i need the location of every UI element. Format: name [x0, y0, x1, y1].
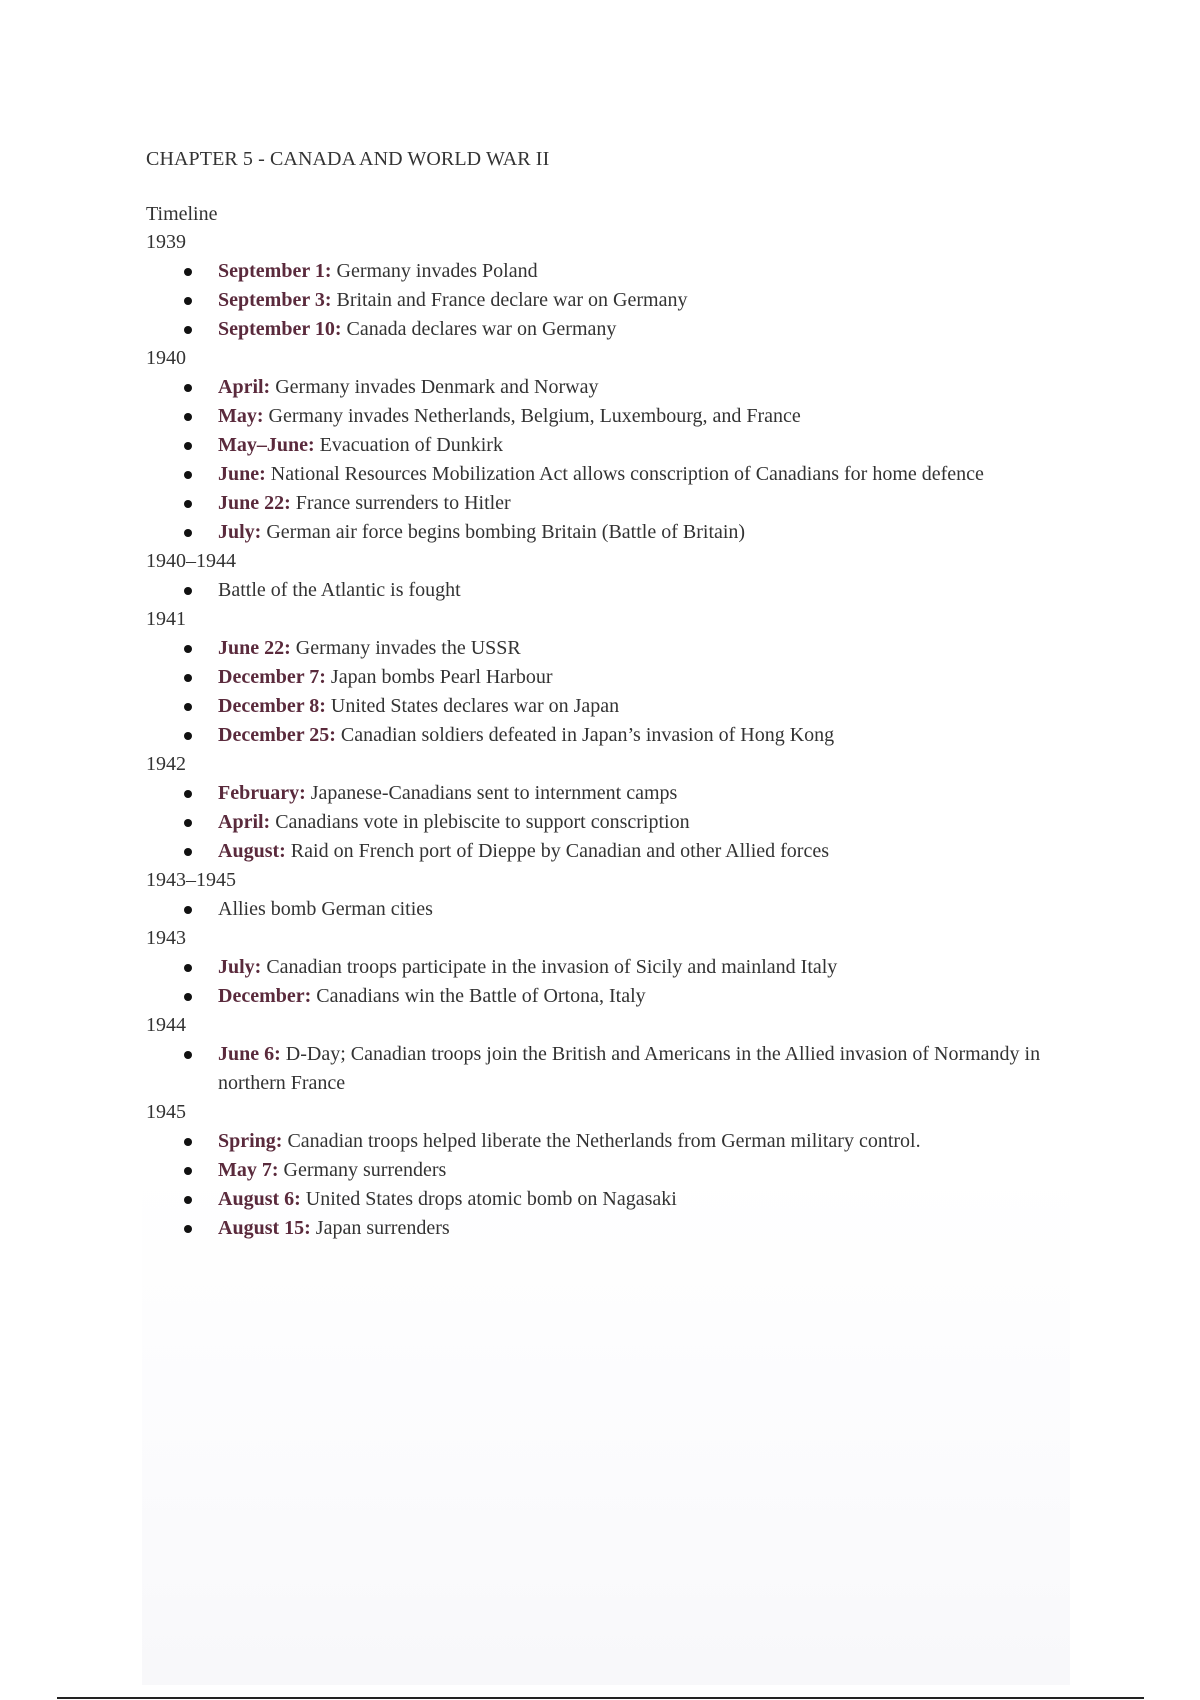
event-item — [218, 692, 1098, 721]
timeline-year: 1942 — [146, 753, 186, 775]
event-text: Canadians win the Battle of Ortona, Italy — [311, 985, 646, 1007]
event-item — [218, 634, 1098, 663]
event-date: June 22: — [218, 492, 291, 514]
event-date: December 25: — [218, 724, 336, 746]
event-text: Evacuation of Dunkirk — [314, 434, 503, 456]
event-date: May–June: — [218, 434, 315, 456]
event-text: D-Day; Canadian troops join the British and Americans in the Allied invasion of Normandy in northern France — [218, 1043, 1046, 1094]
event-date: Spring: — [218, 1130, 283, 1152]
event-text: Japanese-Canadians sent to internment camps — [305, 782, 678, 804]
event-item — [218, 315, 1098, 344]
event-list — [146, 1040, 1166, 1098]
event-item — [218, 489, 1098, 518]
timeline — [146, 228, 1166, 1243]
event-text: National Resources Mobilization Act allows conscription of Canadians for home defence — [265, 463, 984, 485]
event-date: April: — [218, 376, 271, 398]
chapter-title: CHAPTER 5 - CANADA AND WORLD WAR II — [146, 148, 550, 170]
event-item — [218, 808, 1098, 837]
event-date: December 7: — [218, 666, 326, 688]
event-text: Battle of the Atlantic is fought — [218, 579, 461, 601]
document-content — [146, 144, 1166, 1243]
event-item — [218, 779, 1098, 808]
event-item — [218, 257, 1098, 286]
event-text: Japan surrenders — [310, 1217, 450, 1239]
timeline-year: 1944 — [146, 1014, 186, 1036]
event-item — [218, 721, 1098, 750]
event-date: September 3: — [218, 289, 332, 311]
event-item — [218, 518, 1098, 547]
event-date: May 7: — [218, 1159, 279, 1181]
event-item — [218, 460, 1098, 489]
event-date: July: — [218, 521, 262, 543]
event-item — [218, 1214, 1098, 1243]
timeline-year: 1943 — [146, 927, 186, 949]
event-list — [146, 779, 1166, 866]
event-date: February: — [218, 782, 306, 804]
event-text: Germany invades Netherlands, Belgium, Luxembourg, and France — [263, 405, 801, 427]
event-item — [218, 286, 1098, 315]
event-text: France surrenders to Hitler — [290, 492, 511, 514]
timeline-year: 1940–1944 — [146, 550, 236, 572]
timeline-year: 1941 — [146, 608, 186, 630]
event-item — [218, 1156, 1098, 1185]
event-list — [146, 895, 1166, 924]
event-text: Germany invades Denmark and Norway — [270, 376, 599, 398]
event-item — [218, 895, 1098, 924]
event-list — [146, 634, 1166, 750]
page-shading — [142, 1170, 1070, 1685]
event-text: Canadian soldiers defeated in Japan’s invasion of Hong Kong — [335, 724, 835, 746]
event-date: September 1: — [218, 260, 332, 282]
event-text: Canadian troops helped liberate the Netherlands from German military control. — [282, 1130, 921, 1152]
event-date: August 15: — [218, 1217, 311, 1239]
event-date: December: — [218, 985, 312, 1007]
event-list — [146, 257, 1166, 344]
event-item — [218, 663, 1098, 692]
event-date: May: — [218, 405, 264, 427]
event-text: Canadian troops participate in the invasion of Sicily and mainland Italy — [261, 956, 838, 978]
event-text: Germany invades Poland — [331, 260, 538, 282]
event-text: Canada declares war on Germany — [341, 318, 617, 340]
event-item — [218, 576, 1098, 605]
event-item — [218, 373, 1098, 402]
event-list — [146, 1127, 1166, 1243]
timeline-year: 1940 — [146, 347, 186, 369]
event-text: Britain and France declare war on Germany — [331, 289, 688, 311]
event-text: Germany invades the USSR — [290, 637, 521, 659]
event-list — [146, 576, 1166, 605]
event-list — [146, 373, 1166, 547]
event-item — [218, 402, 1098, 431]
event-date: December 8: — [218, 695, 326, 717]
event-date: April: — [218, 811, 271, 833]
event-list — [146, 953, 1166, 1011]
event-text: German air force begins bombing Britain (Battle of Britain) — [261, 521, 746, 543]
event-date: June: — [218, 463, 266, 485]
event-text: United States declares war on Japan — [325, 695, 620, 717]
event-text: Germany surrenders — [278, 1159, 447, 1181]
event-item — [218, 1127, 1098, 1156]
event-date: June 22: — [218, 637, 291, 659]
event-date: July: — [218, 956, 262, 978]
event-text: Raid on French port of Dieppe by Canadian and other Allied forces — [285, 840, 829, 862]
timeline-year: 1939 — [146, 231, 186, 253]
event-text: Allies bomb German cities — [218, 898, 433, 920]
timeline-label: Timeline — [146, 203, 218, 225]
event-date: September 10: — [218, 318, 342, 340]
event-item — [218, 1040, 1098, 1098]
event-item — [218, 837, 1098, 866]
timeline-year: 1943–1945 — [146, 869, 236, 891]
event-date: June 6: — [218, 1043, 281, 1065]
event-item — [218, 1185, 1098, 1214]
event-text: Japan bombs Pearl Harbour — [325, 666, 553, 688]
bottom-rule — [57, 1697, 1144, 1699]
event-item — [218, 431, 1098, 460]
event-date: August 6: — [218, 1188, 301, 1210]
event-item — [218, 982, 1098, 1011]
timeline-year: 1945 — [146, 1101, 186, 1123]
event-date: August: — [218, 840, 286, 862]
event-text: Canadians vote in plebiscite to support conscription — [270, 811, 690, 833]
event-item — [218, 953, 1098, 982]
event-text: United States drops atomic bomb on Nagasaki — [300, 1188, 677, 1210]
